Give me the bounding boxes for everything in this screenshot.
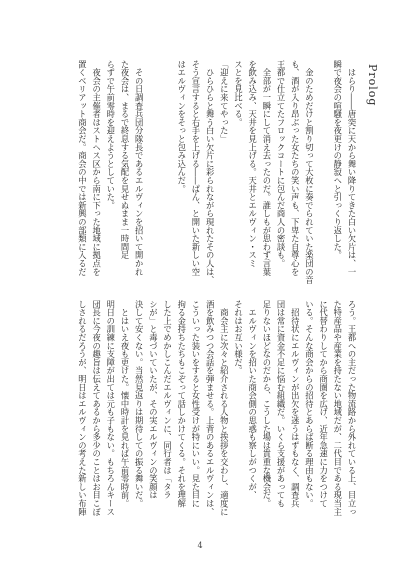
text-line: 決して安くない。当然見返りは期待しての振る舞いだ。 — [134, 300, 145, 508]
text-line: 全部が一瞬にして消え去ったのだ。誰しもが思わず言葉 — [261, 60, 272, 276]
text-line: に代替わりしてから商圏を広げ、近年急速に力をつけて — [318, 300, 329, 508]
text-line: らずで午前零時を迎えようとしていた。 — [105, 60, 116, 210]
blank-line — [160, 60, 174, 286]
text-line: 瞬で夜会の喧騒を夜更けの静寂へと引っくり返した。 — [332, 60, 343, 260]
text-line: はエルヴィンをそっと包み込んだ。 — [176, 60, 187, 193]
text-line: その日調査兵団分隊長であるエルヴィンを招いて開かれ — [134, 60, 145, 276]
chapter-title: Prolog — [366, 64, 379, 107]
text-line: こういった装いをすると女性受けが特にいい。見た目に — [190, 300, 201, 508]
text-line: 足りないほどなのだから、こうした場は貴重な機会だ。 — [261, 300, 272, 508]
blank-line — [146, 60, 160, 286]
text-line: ひらひらと舞う白い欠片に彩られながら現れたその人は、 — [205, 60, 216, 285]
text-line: はらり――唐突に天から舞い降りてきた白い欠片は、一 — [347, 60, 357, 276]
text-line: 夜会の主催者はストヘス区から南に下った地域に拠点を — [91, 60, 102, 276]
text-line: を飲み込み、天井を見上げる。天井とエルヴィン・スミ — [247, 60, 258, 268]
text-line: 明日の訓練に支障が出ては元も子もない。もちろんキース — [105, 300, 116, 516]
blank-line — [316, 60, 330, 286]
text-line: シが」と毒づいていたが、その実エルヴィンの笑顔は — [148, 300, 159, 500]
upper-text-block — [75, 60, 359, 286]
text-line: 「迎えに来てやった」 — [219, 60, 230, 143]
text-line: 王都で仕立てたフロックコートに包んだ商人の密談も。 — [276, 60, 287, 268]
text-line: スとを見比べる。 — [233, 60, 244, 127]
text-line: 酒を飲みつつ会話を弾ませる。上背のあるエルヴィンは、 — [205, 300, 216, 516]
text-line: た特産品や産業を持たない地域だが、二代目である現当主 — [332, 300, 343, 516]
text-line: 置くベリアット商会だ。商会の中では新興の部類に入るだ — [77, 60, 88, 276]
text-line: エルヴィンを招いた商会側の思惑も察しがつくが、 — [247, 300, 258, 500]
text-line: それはお互い様だ。 — [233, 300, 244, 375]
text-line: ろう。王都への主だった物流路から外れている上、目立っ — [347, 300, 357, 516]
lower-text-block — [75, 300, 359, 526]
text-line: しされるだろうが、明日はエルヴィンの考えた新しい布陣 — [77, 300, 88, 516]
text-line: 招待状にエルヴィンが出欠を迷うはずもなく、調査兵 — [290, 300, 301, 508]
text-line: も、酒が入り昂ぶった女たちの笑い声も、下卑た自尊心を — [290, 60, 301, 276]
text-line: 団は常に資金不足に悩む組織だ。いくら支援があっても — [276, 300, 287, 508]
text-line: そう宣言すると右手を上げる――ぱん、と開いた新しい空 — [190, 60, 201, 276]
text-line: いる。そんな商会からの招待とあらば断る理由もない。 — [304, 300, 315, 508]
text-line: とはいえ夜も更けた。懐中時計を見れば午前零時前。 — [120, 300, 130, 508]
text-line: た夜会は、まるで終息する気配を見せぬまま一時間足 — [120, 60, 130, 260]
text-line: 商会主に次々と紹介される人物と挨拶を交わし、適度に — [219, 300, 230, 516]
text-line: した上でめかしこんだエルヴィンに、同行者は「タラ — [162, 300, 173, 500]
text-line: 拘る金持ちたちもこぞって話しかけてくる。それを理解 — [176, 300, 187, 508]
text-line: 団長に今夜の趣旨は伝えてあるから多少のことはお目こぼ — [91, 300, 102, 516]
text-line: 金のためだけと割り切って大枚に奏でられていた楽団の音 — [304, 60, 315, 285]
page-number: 4 — [197, 541, 203, 550]
